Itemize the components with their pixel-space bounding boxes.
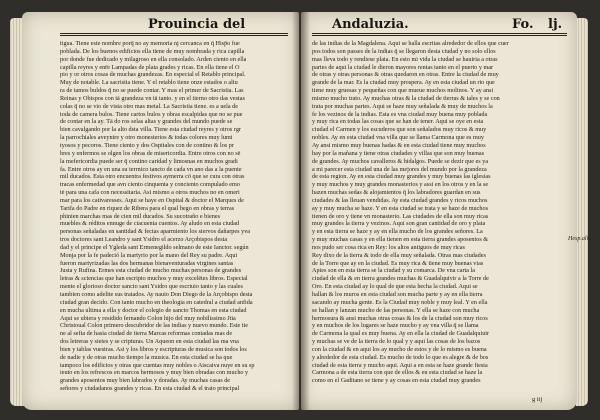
text-line: Rey dixo de la tierra & todo de ella muy señalada. Otras mas ciudades [312,251,486,259]
text-line: Muy de notable. La sacristia tiene. Y el retablo tiene onze estados o altu [60,79,238,87]
text-line: fa. Entre otros ay en una su terrnico tancto de cada vn ano das a la puente [60,165,242,173]
text-line: y muy muchos y muy grandes monasterios y assi en los otros y en la se [312,181,489,189]
text-line: tracas enfermedad que avn ciento cinquenta y conciento compulado emo [60,181,240,189]
text-line: y muchas se ve de la tierra de lo qual y y aqui las cosas de los bazos [312,338,481,346]
text-line: letras & sciencias que han escripto muchos y muy excelētes libros. Especial [60,275,248,283]
left-header-title: Prouincia del [148,17,246,32]
text-line: y en esta tierra se haze y ay en ella mucho de los grandes señores. La [312,228,483,236]
text-line: mar para los cativaresses. Aqui se haye en Ospital & doctor el Marques de [60,196,244,204]
text-line: trata por muchas partes. Aqui se haze muy señalada & muy de muchos la [312,102,493,110]
text-line: de esta region. Ay en esta ciudad muy grandes y muy buenas las iglesias [312,173,491,181]
text-line: tigua. Tiene este nombre porq̄ no ay memoria nj cercanca en q̄ Hisp̄o fue [60,40,240,47]
text-line: pio y or otros cosas de muchas grandezas. En especial el Retablo principal. [60,71,246,79]
folio-label: Fo. [512,17,534,32]
text-line: Tarifa do Padre en riquez de Ribera para el qual bego en obras y terras [60,204,235,212]
text-line: sacando ay mucha gente. Es la Ciudad muy noble y muy leal. Y en ella [312,298,488,306]
text-line: de la Torre que ay en la ciudad. Es muy rica & tiene muy buenas vias [312,259,484,267]
text-line: y en muchos de los lugares se haze mucho y ay vna villa q̄ se llama [312,322,479,330]
text-line: hay por la mañana y tiene otras ciudades y villas que son muy buenas [312,149,484,157]
text-line: personas señaladas en santidad & fectas aparmiento los siervos dañarpes yva [60,228,251,236]
text-line: señores y ciudadanos grandes y ricas. En esta ciudad & el trato principal [60,385,240,393]
marginal-note: Hesp.alis. [568,236,592,242]
text-line: bres y enfermos se olgen los obras de misericordia. Entre otros con no sē [60,149,241,157]
text-line: la mefericordia puede ser q̄ contino caridad y limosnas en muchos gradi [60,157,238,165]
right-running-head [312,16,567,36]
text-line: tampoco los edificios y otras que cuentas muy nobles o Aiscaiva nuye en su sp [60,361,255,369]
text-line: ciudad el Carmen y los escuderos que son señalados muy ricos & muy [312,126,487,134]
text-line: en mucha ultima a ella y doctor el colegio de sancto Thomas en esta ciudad [60,306,247,314]
left-text-column [60,40,288,400]
text-line: Apies son en esta tierra se la ciudad y su comarca. De vna carta la [312,267,476,275]
text-line: a mi parecer esta ciudad una de las mejores del mundo por la grandeza [312,165,487,173]
signature-mark: g iij [532,396,543,403]
header-rule [60,33,288,34]
text-line: tambien como adelite sus tratados. Ay nauio Don Diego de la Arçobispo desta [60,291,253,298]
text-line: tros doctores sant Leandro y sant Ysidro el acerzo Arçobispos desta [60,236,228,244]
text-line: tiene muy gruesas y pequeñas con que mueue muchos molinos. Y ay ansi [312,87,494,95]
text-line: phinien marchas mas de cien mil ducados. Su sucotraño e bienes [60,212,220,220]
text-line: ciudad de ella & en tierra grandes muchas & Guadalquivir a la Torre de [312,275,489,283]
text-line: con la ciudad & en aqui los ay mucho de estos y de lo mismo es buena [312,345,487,353]
text-line: Monja por la fe padeció la martyrio por la mano del Rey su padre. Aqui [60,251,238,259]
text-line: partes de aqui la ciudad le dieron mayores rentas tanto en el puerto y mar [312,63,494,71]
text-line: de contar en la ay. Tā do ros selas altas y grandes del mundo puede se [60,118,233,126]
header-rule [312,35,567,36]
text-line: como en el Gaditano se tiene y ay cosas en esta ciudad muy grandes [312,377,481,385]
text-line: Aqui se ubiera y residido fernando Colon hijo del muy nobilissimo Jtia [60,314,236,322]
text-line: mente el glorioso doctor sancto sant Ysidro que escriuio tanto y las cuales [60,283,243,291]
text-line: y alrededor de esta ciudad. Es mucho de todo lo que es alegre & de bos [312,353,489,361]
text-line: bien y tablas vuestras. Asi y los libros y escripturas de musica son todos los [60,345,247,353]
text-line: Oro. En esta ciudad ay lo qual de que esta hecha la ciudad. Aqui se [312,283,478,291]
text-line: capilla reyres y enr̄e Lampadas de plata grades y ricas. En ella tiene el O [60,63,240,71]
text-line: hallan & los muros en esta ciudad son mucha parte y ay en ella tierra [312,291,483,298]
book-gutter [292,12,310,410]
text-line: hazen muchas sedas & alojamientos q̄ los labradores guardan en sus [312,189,481,197]
text-line: de grandes. Ay muchos cavalleros & hidalgos. Puede se dezir que es ya [312,157,489,165]
right-header-title: Andaluzia. [332,17,409,32]
text-line: ay y muy mucha se haze. Y en esta ciudad se trata y se haze de muchos [312,204,488,212]
text-line: ieuto en los refrescos en marcos hermosos y muy bien obradas con mucho y [60,369,249,377]
text-line: hermosura & ansi muchas otras cosas & los de la ciudad son muy ricos [312,314,488,322]
text-line: tē para una cafa con necessitaria. Asi mismo a otros muchos no en omeri [60,189,240,197]
text-line: dos letreras y sietes y se cripturas. Un Aqueon en esta ciudad las ma vna [60,338,239,346]
text-line: poblada. De los buenos edificios ella tiene de muy nombrada y rica capilla [60,47,245,55]
text-line: de Carmona la qual es muy buena. Ay en ella la ciudad de Guadalquiuir [312,330,490,338]
text-line: toda de camera bulos. Tiene cartos bulos y obras escalpidas que no se pue [60,110,243,118]
text-line: mas lleva todo y rendiese plata. En esto mi vida la ciudad se hauiria a otras [312,55,498,63]
text-line: se hallan y lanzan mucho de las personas. Y ella se haze con mucha [312,306,480,314]
right-page-edges [576,18,588,406]
text-line: fe los vezinos de la indias. Esta es vna ciudad muy buena muy poblada [312,110,488,118]
text-line: la parrochiales aveyntre y otro monesterios & todas colores muy lumi [60,134,233,142]
left-running-head [60,16,288,36]
text-line: Christoual Colon primero descubridor de las indias y nuevo mundo. Este tie [60,322,248,330]
text-line: ciudad de esta tierra y mucho aqui. Aqui a en esta se haze grande fiesta [312,361,488,369]
text-line: ra de tamos buldos q̄ no se puede contar. Y mas el primer de Sacristia. Las [60,87,244,95]
text-line: tyosos y pecoros. Tiene ciento y dos Ospitales con de contino & los pr [60,141,234,149]
text-line: Ay ansi mismo muy buenas hadas & en esta ciudad tiene muy muchos [312,141,486,149]
header-rule [312,33,567,34]
text-line: mismo mucho trato. Ay muchas otras & la ciudad de tierras & tales y se con [312,94,500,102]
text-line: Reinas y Obispos con tā grandeza vn tā tanto. y en el tierno otro das vestas [60,94,245,102]
text-line: bien cavalgando por la alto dsta villa. Tiene esta ciudad reyres y otros rgr [60,126,241,134]
text-line: tienen de oro y tiene vn monasterio. Las ciudades de ella son muy ricas [312,212,489,220]
folio-number: lj. [548,17,563,32]
text-line: de nadie y de otras mucho tiempo la musica. En esta ciudad se ha que [60,353,233,361]
text-line: dad y el principe el Ygleda sant Ermenegildo selmano de este Ianctor. según [60,243,249,251]
header-rule [60,35,288,36]
text-line: Justa y Rufina. Ermes esta ciudad de mucho muchas personas de grandes [60,267,242,275]
text-line: nobles. Ay en esta ciudad vna villa que se llama Carmona que es muy [312,134,484,142]
text-line: grandes aposentos muy bien labrados y doradas. Ay muchas casas de [60,377,231,385]
text-line: ciudad gran decido. Con tanto mucho en theologia en catedral a ciudad anfida [60,298,253,306]
text-line: por donde fue dedicado y milagroso en ella consolado. Arden ciento en ella [60,55,247,63]
text-line: pos todos son passes de la indias q̄ se llegaron desta ciudad y no solo ellos [312,47,496,55]
text-line: y muy rica en todas las cosas que se han de tener. Aqui se oye en esta [312,118,484,126]
text-line: y muy muchas casas y en ella tienen en esta tierra grandes aposentos & [312,236,489,244]
text-line: de las indias de la Magdalena. Aqui se halla escritas alrededor de ellos que cuer [312,40,509,47]
text-line: colas q̄ no se vio de vista otro mas metal. La Sacristia tiene. es a uela de [60,102,239,110]
text-line: de otras y otras personas & otras quedaron en otras. Entre la ciudad de muy [312,71,499,79]
text-line: muy grandes la tierra y vezinos. Aqui son gran cantidad de oro y plata [312,220,486,228]
text-line: muebles & réditos ennuge de ciacuenta cuentos. Ay aludo en esta ciudad [60,220,240,228]
text-line: fueron martyrizadas las dos hermanas bienaventuradas virgines santas [60,259,234,267]
text-line: ne al sefta de hasia ciudad de tierra Marcas reformas contadas mas de [60,330,233,338]
text-line: Carmona a de esta tierra con que de ellos & en esta ciudad se haze la [312,369,483,377]
text-line: grande de la mar. Es la ciudad muy prospera. Ay en esta ciudad un rio que [312,79,495,87]
text-line: mil ducados. Esta otro encuentra festivos aymerra cō que se cura con otras [60,173,245,181]
text-line: nos pudo ser cosa rica en Rey: los altos antiguos de muy ricas [312,243,465,251]
right-text-column [312,40,567,385]
text-line: ciudades & las lleuan vendidas. Ay esta ciudad grandes y ricos muchos [312,196,488,204]
